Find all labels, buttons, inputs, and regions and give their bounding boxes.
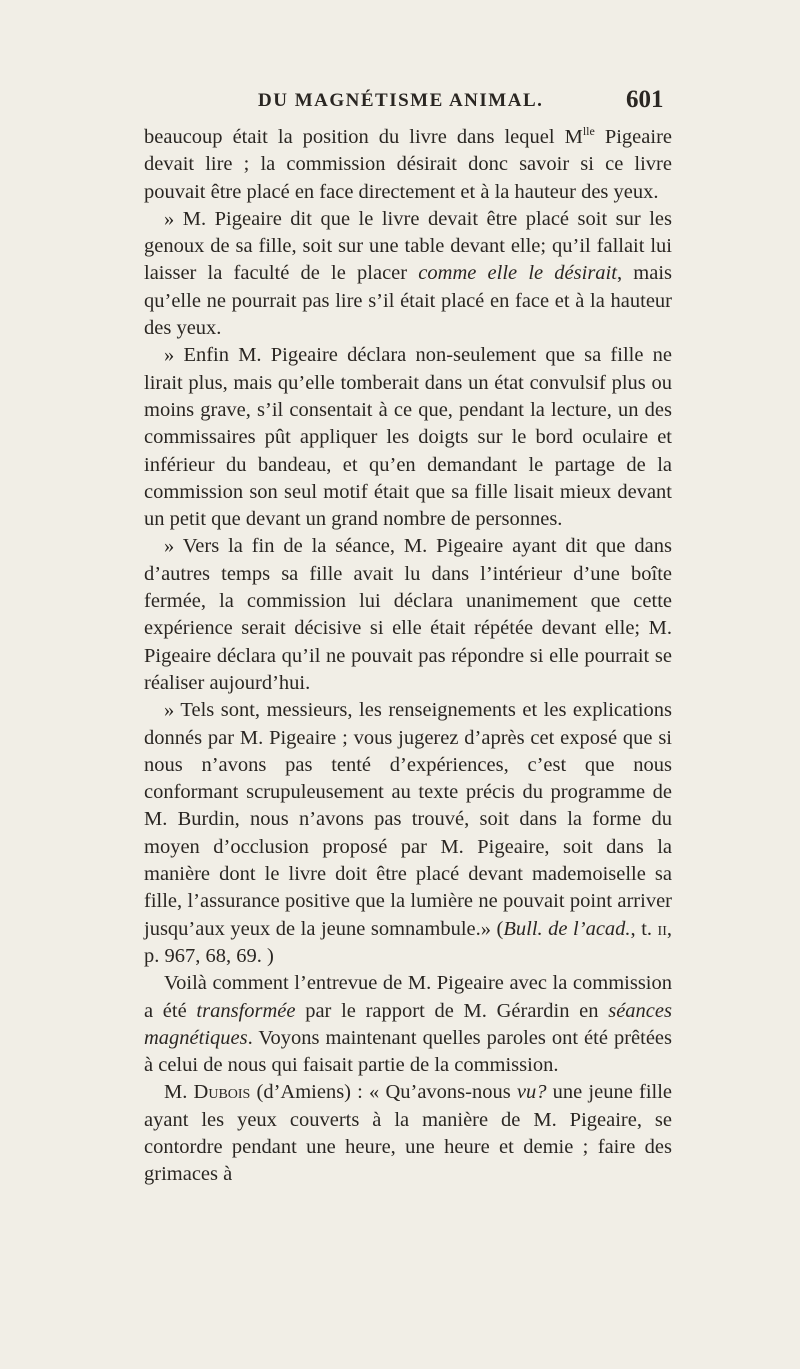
page-header [0, 86, 800, 116]
text-run: ii [657, 917, 667, 940]
text-run: Pigeaire devait lire ; la commission désirait donc savoir si ce livre pouvait être placé en face directement et à la hauteur des yeux. [144, 126, 678, 203]
text-run: Voilà comment l’entrevue de M. Pigeaire avec la commission a été [144, 972, 678, 1022]
text-run: , mais qu’elle ne pourrait pas lire s’il était placé en face et à la hauteur des yeux. [144, 262, 678, 340]
paragraph [144, 342, 678, 533]
text-run: M. [164, 1081, 194, 1104]
text-run: . Voyons maintenant quelles paroles ont été prêtées à celui de nous qui faisait partie de la commission. [144, 1026, 678, 1077]
body-text [144, 124, 678, 1189]
text-run: » Tels sont, messieurs, les renseignements et les explications donnés par M. Pigeaire ; vous jugerez d’après cet exposé que si nous n’avons pas tenté d’expériences, c’est que nous conformant scrupuleusement au texte précis du programme de M. Burdin, nous n’avons pas trouvé, soit dans la forme du moyen d’occlusion proposé par M. Pigeaire, soit dans la manière dont le livre doit être placé devant mademoiselle sa fille, l’assurance positive que la lumière ne pouvait point arriver jusqu’aux yeux de la jeune somnambule.» ( [144, 699, 678, 940]
text-run: » Enfin M. Pigeaire déclara non-seulement que sa fille ne lirait plus, mais qu’elle tomberait dans un état convulsif plus ou moins grave, s’il consentait à ce que, pendant la lecture, un des commissaires pût appliquer les doigts sur le bord oculaire et inférieur du bandeau, et qu’en demandant le partage de la commission son seul motif était que sa fille lisait mieux devant un petit que devant un grand nombre de personnes. [144, 344, 678, 531]
running-title: DU MAGNÉTISME ANIMAL. [258, 90, 544, 111]
text-run: » Vers la fin de la séance, M. Pigeaire ayant dit que dans d’autres temps sa fille avait lu dans l’intérieur d’une boîte fermée, la commission lui déclara unanimement que cette expérience serait décisive si elle était répétée devant elle; M. Pigeaire déclara qu’il ne pouvait pas répondre si elle pourrait se réaliser aujourd’hui. [144, 535, 678, 694]
text-run: par le rapport de M. Gérardin en [295, 999, 609, 1022]
text-run: vu? [516, 1081, 547, 1104]
text-run: une jeune fille ayant les yeux couverts à la manière de M. Pigeaire, se contordre pendant une heure, une heure et demie ; faire des grimaces à [144, 1081, 678, 1186]
paragraph [144, 697, 678, 970]
text-run: (d’Amiens) : « Qu’avons-nous [250, 1081, 517, 1104]
paragraph [144, 1079, 678, 1188]
text-run: séances magnétiques [144, 999, 678, 1049]
text-run: Dubois [193, 1081, 251, 1104]
paragraph [144, 533, 678, 697]
paragraph [144, 206, 678, 342]
text-run: Bull. de l’acad. [503, 917, 631, 940]
text-run: , p. 967, 68, 69. ) [144, 917, 678, 967]
text-run: beaucoup était la position du livre dans lequel M [144, 126, 583, 148]
text-run: » M. Pigeaire dit que le livre devait être placé soit sur les genoux de sa fille, soit sur une table devant elle; qu’il fallait lui laisser la faculté de le placer [144, 207, 678, 285]
paragraph [144, 970, 678, 1079]
page-number: 601 [626, 86, 664, 113]
paragraph [144, 124, 678, 206]
superscript-text: lle [582, 124, 595, 138]
text-run: comme elle le désirait [418, 262, 617, 285]
text-run: transformée [196, 999, 296, 1022]
text-run: , t. [630, 917, 658, 940]
